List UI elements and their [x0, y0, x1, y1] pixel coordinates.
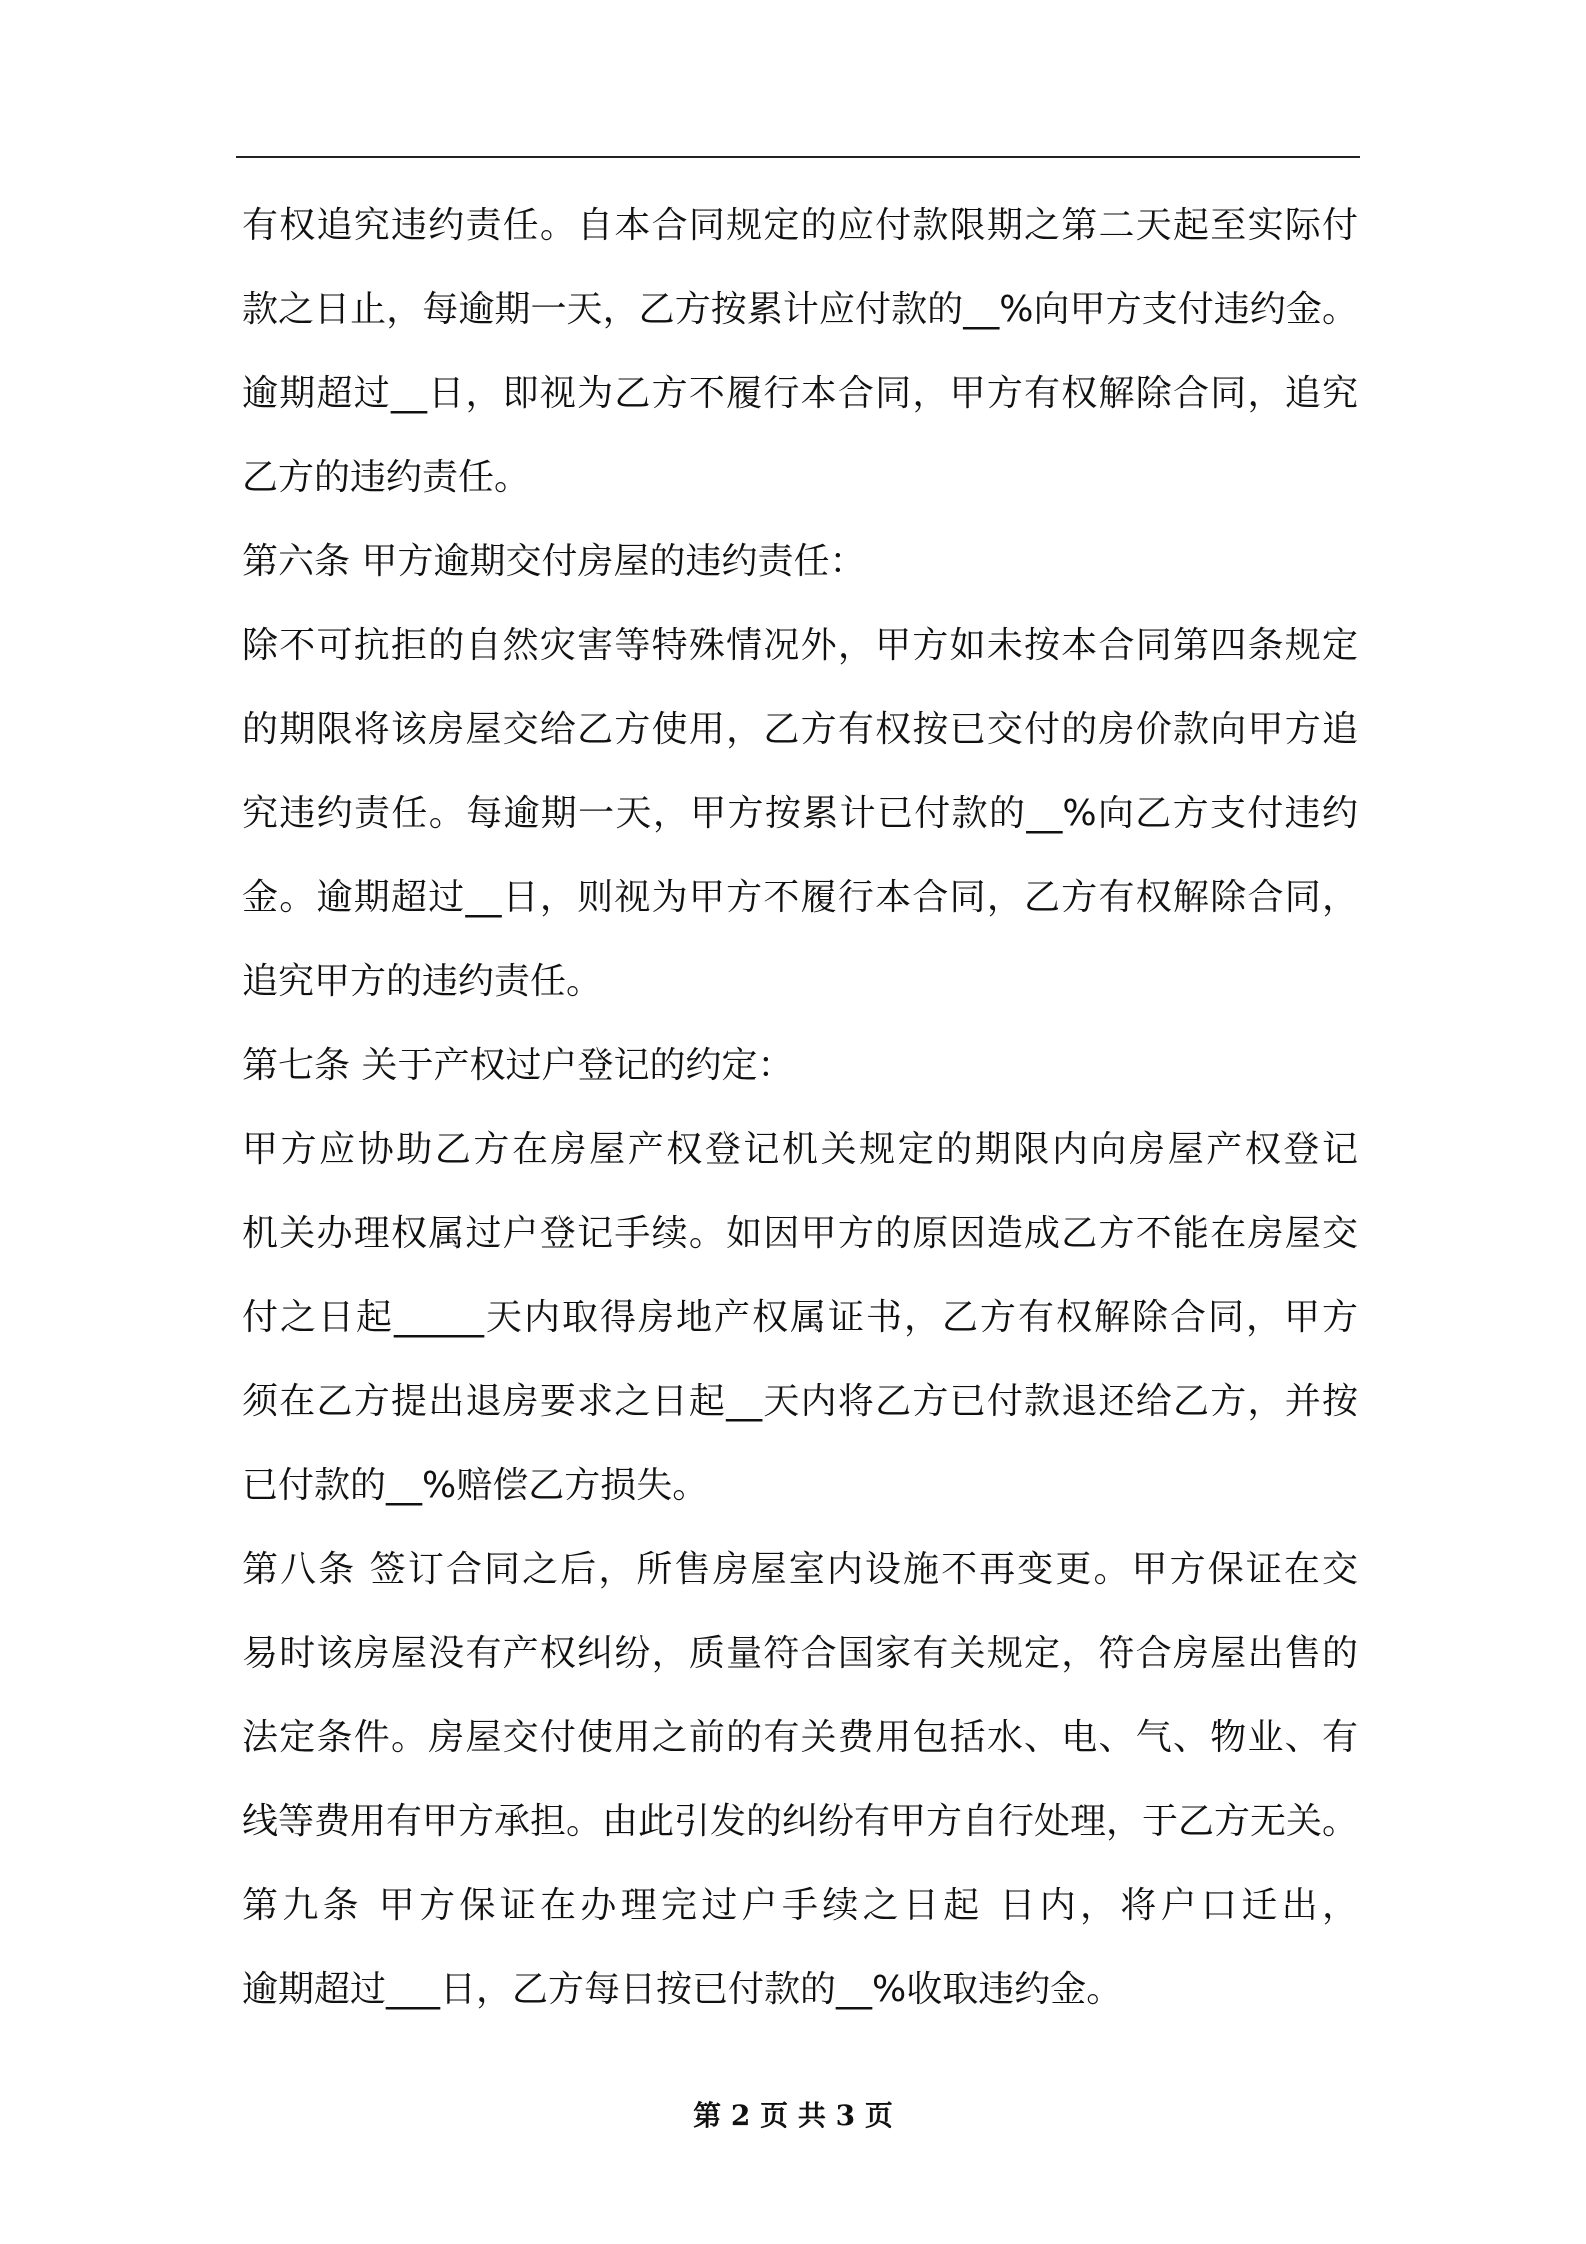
text-line: 乙方的违约责任。 — [242, 457, 531, 498]
text-line: 金。逾期超过__日，则视为甲方不履行本合同，乙方有权解除合同， — [242, 877, 1358, 918]
text-line: 究违约责任。每逾期一天，甲方按累计已付款的__%向乙方支付违约 — [242, 793, 1358, 834]
page-number-footer: 第 2 页 共 3 页 — [693, 2099, 893, 2132]
article-heading-6: 第六条 甲方逾期交付房屋的违约责任： — [242, 541, 866, 582]
text-line: 已付款的__%赔偿乙方损失。 — [242, 1465, 709, 1506]
text-line: 逾期超过___日，乙方每日按已付款的__%收取违约金。 — [242, 1969, 1123, 2010]
text-line: 付之日起_____天内取得房地产权属证书，乙方有权解除合同，甲方 — [242, 1297, 1358, 1338]
text-line: 甲方应协助乙方在房屋产权登记机关规定的期限内向房屋产权登记 — [242, 1129, 1358, 1170]
contract-body — [242, 184, 1358, 2032]
text-line: 的期限将该房屋交给乙方使用，乙方有权按已交付的房价款向甲方追 — [242, 709, 1358, 750]
text-line: 法定条件。房屋交付使用之前的有关费用包括水、电、气、物业、有 — [242, 1717, 1358, 1758]
text-line: 款之日止，每逾期一天，乙方按累计应付款的__%向甲方支付违约金。 — [242, 289, 1358, 330]
text-line: 须在乙方提出退房要求之日起__天内将乙方已付款退还给乙方，并按 — [242, 1381, 1358, 1422]
text-line: 线等费用有甲方承担。由此引发的纠纷有甲方自行处理，于乙方无关。 — [242, 1801, 1359, 1842]
header-divider — [236, 156, 1360, 158]
text-line: 除不可抗拒的自然灾害等特殊情况外，甲方如未按本合同第四条规定 — [242, 625, 1358, 666]
text-line: 机关办理权属过户登记手续。如因甲方的原因造成乙方不能在房屋交 — [242, 1213, 1358, 1254]
article-heading-7: 第七条 关于产权过户登记的约定： — [242, 1045, 794, 1086]
text-line: 易时该房屋没有产权纠纷，质量符合国家有关规定，符合房屋出售的 — [242, 1633, 1358, 1674]
text-line: 逾期超过__日，即视为乙方不履行本合同，甲方有权解除合同，追究 — [242, 373, 1358, 414]
article-8-line: 第八条 签订合同之后，所售房屋室内设施不再变更。甲方保证在交 — [242, 1549, 1358, 1590]
text-line: 追究甲方的违约责任。 — [242, 961, 603, 1002]
article-9-line: 第九条 甲方保证在办理完过户手续之日起 日内，将户口迁出， — [242, 1885, 1358, 1926]
text-line: 有权追究违约责任。自本合同规定的应付款限期之第二天起至实际付 — [242, 205, 1358, 246]
